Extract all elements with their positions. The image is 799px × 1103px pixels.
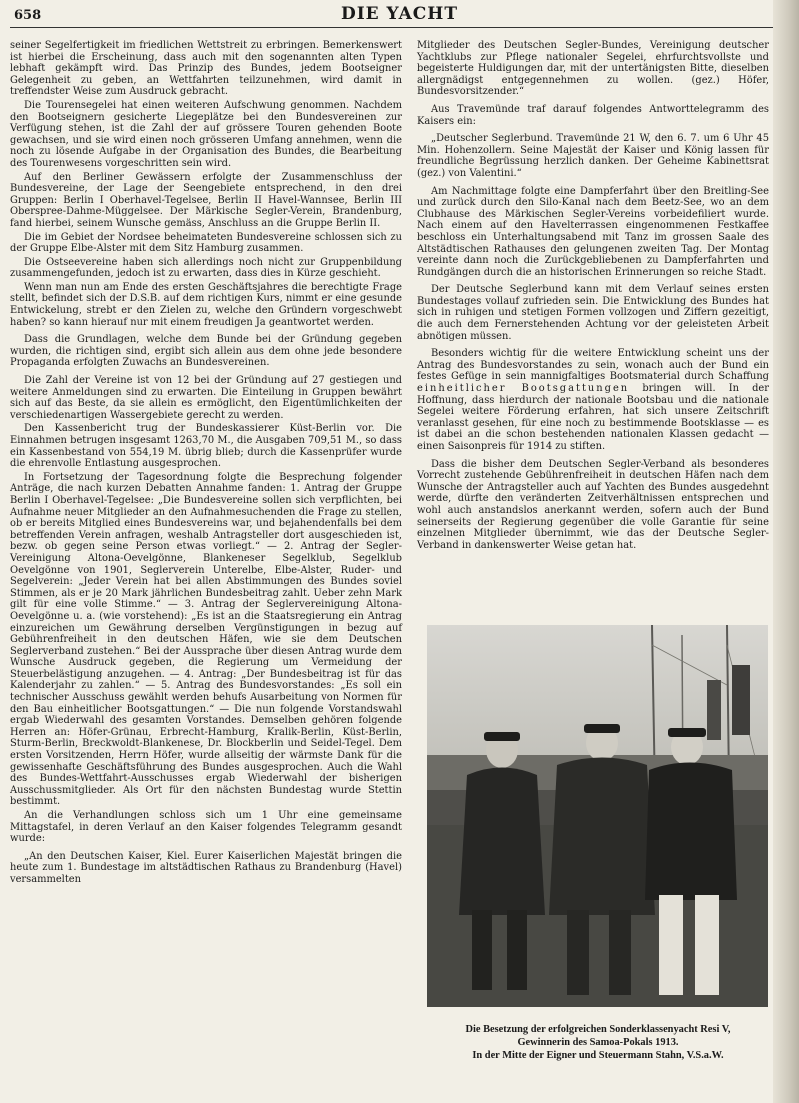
journal-title: DIE YACHT (340, 4, 459, 24)
paragraph: Mitglieder des Deutschen Segler-Bundes, Vereinigung deutscher Yachtklubs zur Pflege nationaler Segelei, ehrfurchtsvollste und begeisterte Huldigungen dar, mit der untertänigsten Bitte, dieselben allergnädigst entgegennehmen zu wollen. (gez.) Höfer, Bundesvorsitzender.“ (417, 40, 769, 98)
paragraph: Den Kassenbericht trug der Bundeskassierer Küst-Berlin vor. Die Einnahmen betrugen insgesamt 1263,70 M., die Ausgaben 709,51 M., so dass ein Kassenbestand von 554,19 M. übrig blieb; durch die Kassenprüfer wurde die ehrenvolle Entlastung ausgesprochen. (10, 423, 402, 470)
photo-caption (422, 1023, 774, 1062)
paragraph: Dass die Grundlagen, welche dem Bunde bei der Gründung gegeben wurden, die richtigen sind, ergibt sich allein aus dem ohne jede besondere Propaganda erfolgten Zuwachs an Bundesvereinen. (10, 334, 402, 369)
scan-binding-edge (773, 0, 799, 1103)
photo-illustration (427, 625, 768, 1007)
paragraph: „An den Deutschen Kaiser, Kiel. Eurer Kaiserlichen Majestät bringen die heute zum 1. Bundestage im altstädtischen Rathaus zu Brandenburg (Havel) versammelten (10, 850, 402, 885)
left-column (10, 40, 402, 888)
page-number: 658 (14, 8, 42, 23)
emphasized-text: einheitlicher Bootsgattungen (417, 383, 630, 395)
text-run: Besonders wichtig für die weitere Entwicklung scheint uns der Antrag des Bundesvorstandes zu sein, wonach auch der Bund ein festes Gefüge in sein mannigfaltiges Bootsmaterial durch Schaffung (417, 348, 769, 383)
paragraph: Der Deutsche Seglerbund kann mit dem Verlauf seines ersten Bundestages vollauf zufrieden sein. Die Entwicklung des Bundes hat sich in ruhigen und stetigen Formen vollzogen und Ziffern gezeitigt, die auch dem Fernerstehenden Achtung vor der geleisteten Arbeit abnötigen müssen. (417, 284, 769, 342)
caption-line: In der Mitte der Eigner und Steuermann Stahn, V.S.a.W. (472, 1050, 724, 1061)
paragraph: seiner Segelfertigkeit im friedlichen Wettstreit zu erbringen. Bemerkenswert ist hierbei die Erscheinung, dass auch mit den sogenannten alten Typen lebhaft gekämpft wird. Das Prinzip des Bundes, jedem Bootseigner Gelegenheit zu geben, an Wettfahrten teilzunehmen, wird damit in treffendster Weise zum Ausdruck gebracht. (10, 40, 402, 98)
caption-line: Gewinnerin des Samoa-Pokals 1913. (517, 1037, 679, 1048)
paragraph: Aus Travemünde traf darauf folgendes Antworttelegramm des Kaisers ein: (417, 103, 769, 127)
paragraph: Die Zahl der Vereine ist von 12 bei der Gründung auf 27 gestiegen und weitere Anmeldungen sind zu erwarten. Die Einteilung in Gruppen bewährt sich auf das Beste, da sie allein es ermöglicht, den Eigentümlichkeiten der verschiedenartigen Wassergebiete gerecht zu werden. (10, 375, 402, 421)
caption-line: Die Besetzung der erfolgreichen Sonderklassenyacht Resi V, (465, 1024, 731, 1035)
paragraph: In Fortsetzung der Tagesordnung folgte die Besprechung folgender Anträge, die nach kurzen Debatten Annahme fanden: 1. Antrag der Gruppe Berlin I Oberhavel-Tegelsee: „Die Bundesvereine sollen sich verpflichten, bei Aufnahme neuer Mitglieder an den Aufnahmesuchenden die Frage zu stellen, ob er bereits Mitglied eines Bundesvereins war, und bejahendenfalls bei dem betreffenden Verein anfragen, weshalb Antragsteller dort ausgeschieden ist, bezw. ob gegen seine Person etwas vorliegt.“ — 2. Antrag der Segler-Vereinigung Altona-Oevelgönne, Blankeneser Segelklub, Segelklub Oevelgönne von 1901, Seglerverein Unterelbe, Elbe-Alster, Ruder- und Segelverein: „Jeder Verein hat bei allen Abstimmungen des Bundes soviel Stimmen, als er je 20 Mark jährlichen Bundesbeitrag zahlt. Ueber zehn Mark gilt für eine volle Stimme.“ — 3. Antrag der Seglervereinigung Altona-Oevelgönne u. a. (wie vorstehend): „Es ist an die Staatsregierung ein Antrag einzureichen um Gewährung derselben Vergünstigungen in bezug auf Gebührenfreiheit in den deutschen Häfen, wie sie dem Deutschen Seglerverband zustehen.“ Bei der Aussprache über diesen Antrag wurde dem Wunsche Ausdruck gegeben, die Regierung um Vermeidung der Steuerbelästigung anzugehen. — 4. Antrag: „Der Bundesbeitrag ist für das Kalenderjahr zu zahlen.“ — 5. Antrag des Bundesvorstandes: „Es soll ein technischer Ausschuss gewählt werden behufs Ausarbeitung von Normen für den Bau einheitlicher Bootsgattungen.“ — Die nun folgende Vorstandswahl ergab Wiederwahl des gesamten Vorstandes. Demselben gehören folgende Herren an: Höfer-Grünau, Erbrecht-Hamburg, Kralik-Berlin, Küst-Berlin, Sturm-Berlin, Breckwoldt-Blankenese, Dr. Blockberlin und Seidel-Tegel. Dem ersten Vorsitzenden, Herrn Höfer, wurde allseitig der wärmste Dank für die gewissenhafte Geschäftsführung des Bundes ausgesprochen. Auch die Wahl des Bundes-Wettfahrt-Ausschusses ergab Wiederwahl der bisherigen Ausschussmitglieder. Als Ort für den nächsten Bundestag wurde Stettin bestimmt. (10, 471, 402, 808)
header-rule (10, 27, 775, 28)
paragraph: Auf den Berliner Gewässern erfolgte der Zusammenschluss der Bundesvereine, der Lage der Seengebiete entsprechend, in den drei Gruppen: Berlin I Oberhavel-Tegelsee, Berlin II Havel-Wannsee, Berlin III Oberspree-Dahme-Müggelsee. Der Märkische Segler-Verein, Brandenburg, fand hierbei, seinem Wunsche gemäss, Anschluss an die Gruppe Berlin II. (10, 171, 402, 229)
paragraph: Die Tourensegelei hat einen weiteren Aufschwung genommen. Nachdem den Bootseignern gesicherte Liegeplätze bei den Bundesvereinen zur Verfügung stehen, ist die Zahl der auf grössere Touren gehenden Boote gewachsen, und sie wird einen noch grösseren Umfang annehmen, wenn die noch zu lösende Aufgabe in der Organisation des Bundes, die Bearbeitung des Tourenwesens vorgeschritten sein wird. (10, 99, 402, 169)
paragraph (417, 348, 769, 452)
paragraph: „Deutscher Seglerbund. Travemünde 21 W, den 6. 7. um 6 Uhr 45 Min. Hohenzollern. Seine Majestät der Kaiser und König lassen für freundliche Begrüssung herzlich danken. Der Geheime Kabinettsrat (gez.) von Valentini.“ (417, 133, 769, 179)
paragraph: An die Verhandlungen schloss sich um 1 Uhr eine gemeinsame Mittagstafel, in deren Verlauf an den Kaiser folgendes Telegramm gesandt wurde: (10, 810, 402, 845)
paragraph: Die im Gebiet der Nordsee beheimateten Bundesvereine schlossen sich zu der Gruppe Elbe-Alster mit dem Sitz Hamburg zusammen. (10, 231, 402, 255)
crew-photograph (427, 625, 768, 1007)
paragraph: Wenn man nun am Ende des ersten Geschäftsjahres die berechtigte Frage stellt, befindet sich der D.S.B. auf dem richtigen Kurs, nimmt er eine gesunde Entwickelung, strebt er den Zielen zu, welche den Gründern vorgeschwebt haben? so kann hierauf nur mit einem freudigen Ja geantwortet werden. (10, 281, 402, 328)
right-column (417, 40, 769, 553)
paragraph: Die Ostseevereine haben sich allerdings noch nicht zur Gruppenbildung zusammengefunden, jedoch ist zu erwarten, dass dies in Kürze geschieht. (10, 256, 402, 280)
paragraph: Am Nachmittage folgte eine Dampferfahrt über den Breitling-See und zurück durch den Silo-Kanal nach dem Beetz-See, wo an dem Clubhause des Märkischen Segler-Vereins vorbeidefiliert wurde. Nach einem auf den Havelterrassen eingenommenen Festkaffee beschloss ein Unterhaltungsabend mit Tanz im grossen Saale des Altstädtischen Rathauses den gelungenen zweiten Tag. Der Montag vereinte dann noch die Zurückgebliebenen zu Dampferfahrten und Rundgängen durch die an historischen Erinnerungen so reiche Stadt. (417, 185, 769, 278)
paragraph: Dass die bisher dem Deutschen Segler-Verband als besonderes Vorrecht zustehende Gebührenfreiheit in deutschen Häfen nach dem Wunsche der Antragsteller auch auf Yachten des Bundes ausgedehnt werde, dürfte den veränderten Zeitverhältnissen entsprechen und wohl auch anstandslos anerkannt werden, sofern auch der Bund seinerseits der Regierung gegenüber die volle Garantie für seine einzelnen Mitglieder übernimmt, wie das der Deutsche Segler-Verband in dankenswerter Weise getan hat. (417, 458, 769, 551)
text-run: bringen will. In der Hoffnung, dass hierdurch der nationale Bootsbau und die nationale Segelei weitere Förderung erfahren, hat sich unsere Zeitschrift veranlasst gesehen, für eine noch zu bestimmende Bootsklasse — es ist dabei an die schon bestehenden nationalen Klassen gedacht — einen Saisonpreis für 1914 zu stiften. (417, 383, 769, 452)
